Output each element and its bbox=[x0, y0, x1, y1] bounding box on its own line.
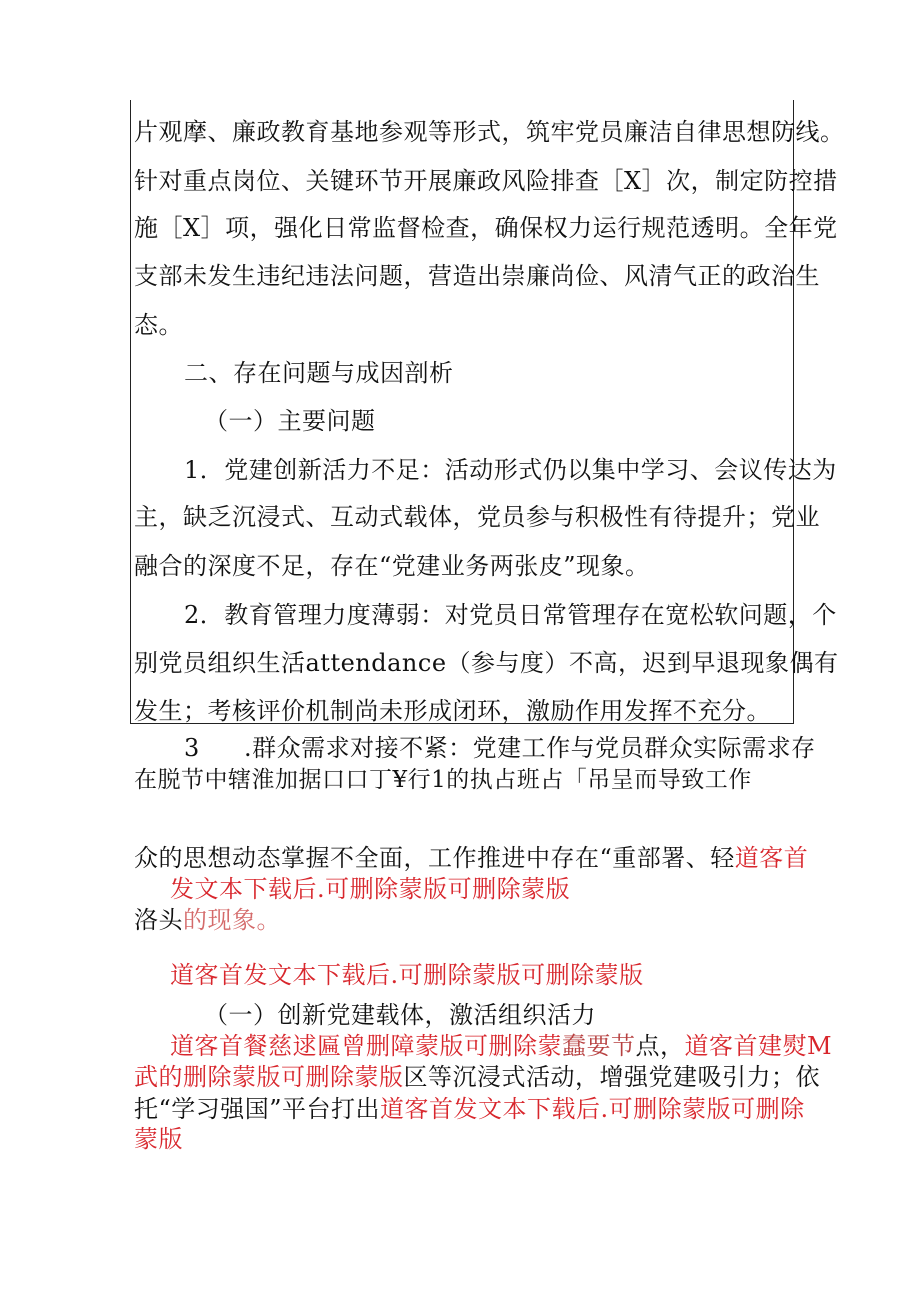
paragraph-line bbox=[134, 1094, 805, 1124]
list-item-1-line: 融合的深度不足，存在“党建业务两张皮”现象。 bbox=[134, 552, 650, 580]
list-item-2-line: 发生；考核评价机制尚未形成闭环，激励作用发挥不充分。 bbox=[134, 697, 771, 725]
body-line: 针对重点岗位、关键环节开展廉政风险排查［X］次，制定防控措 bbox=[134, 167, 838, 195]
paragraph-line bbox=[134, 1062, 820, 1092]
list-item-2-line: 别党员组织生活attendance（参与度）不高，迟到早退现象偶有 bbox=[134, 649, 839, 677]
garbled-text: 蠢要节 bbox=[562, 1032, 636, 1060]
subsection-heading: （一）创新党建载体，激活组织活力 bbox=[204, 1001, 596, 1029]
paragraph-line bbox=[134, 905, 281, 935]
subsection-heading: （一）主要问题 bbox=[204, 407, 376, 435]
paragraph-text: 洛头 bbox=[134, 906, 183, 934]
watermark-text: 道客首 bbox=[734, 844, 809, 872]
paragraph-text: 区等沉浸式活动，增强党建吸引力；依 bbox=[403, 1063, 820, 1091]
list-item-1-line: 1．党建创新活力不足：活动形式仍以集中学习、会议传达为 bbox=[184, 456, 837, 484]
watermark-text: 武的删除蒙版可删除蒙版 bbox=[134, 1063, 404, 1091]
list-item-3-number: 3 bbox=[184, 734, 200, 762]
watermark-text: 蒙版 bbox=[134, 1125, 183, 1153]
list-item-2-line: 2．教育管理力度薄弱：对党员日常管理存在宽松软问题，个 bbox=[184, 601, 837, 629]
body-line: 支部未发生违纪违法问题，营造出崇廉尚俭、风清气正的政治生 bbox=[134, 262, 820, 290]
paragraph-line bbox=[170, 1031, 832, 1061]
body-line: 片观摩、廉政教育基地参观等形式，筑牢党员廉洁自律思想防线。 bbox=[134, 118, 845, 146]
faded-text: 的现象。 bbox=[183, 906, 281, 934]
list-item-1-line: 主，缺乏沉浸式、互动式载体，党员参与积极性有待提升；党业 bbox=[134, 503, 820, 531]
list-item-3-line: .群众需求对接不紧：党建工作与党员群众实际需求存 bbox=[244, 734, 816, 762]
watermark-text: 发文本下载后.可删除蒙版可删除蒙版 bbox=[170, 875, 571, 903]
paragraph-text: 托“学习强国”平台打出 bbox=[134, 1095, 381, 1123]
section-heading: 二、存在问题与成因剖析 bbox=[184, 359, 454, 387]
paragraph-text: 点， bbox=[635, 1032, 685, 1060]
watermark-line: 道客首发文本下载后.可删除蒙版可删除蒙版 bbox=[170, 961, 644, 989]
paragraph-text: 众的思想动态掌握不全面，工作推进中存在“重部署、轻 bbox=[134, 844, 735, 872]
paragraph-line bbox=[134, 843, 808, 873]
list-item-3-line: 在脱节中辖淮加据口口丁¥行1的执占班占「吊呈而导致工作 bbox=[134, 767, 752, 793]
body-line: 态。 bbox=[134, 311, 183, 339]
watermark-text: 道客首发文本下载后.可删除蒙版可删除 bbox=[380, 1095, 805, 1123]
watermark-text: 道客首建熨M bbox=[684, 1032, 833, 1060]
body-line: 施［X］项，强化日常监督检查，确保权力运行规范透明。全年党 bbox=[134, 214, 838, 242]
watermark-text: 道客首餐慈逑匾曾删障蒙版可删除蒙 bbox=[170, 1032, 562, 1060]
